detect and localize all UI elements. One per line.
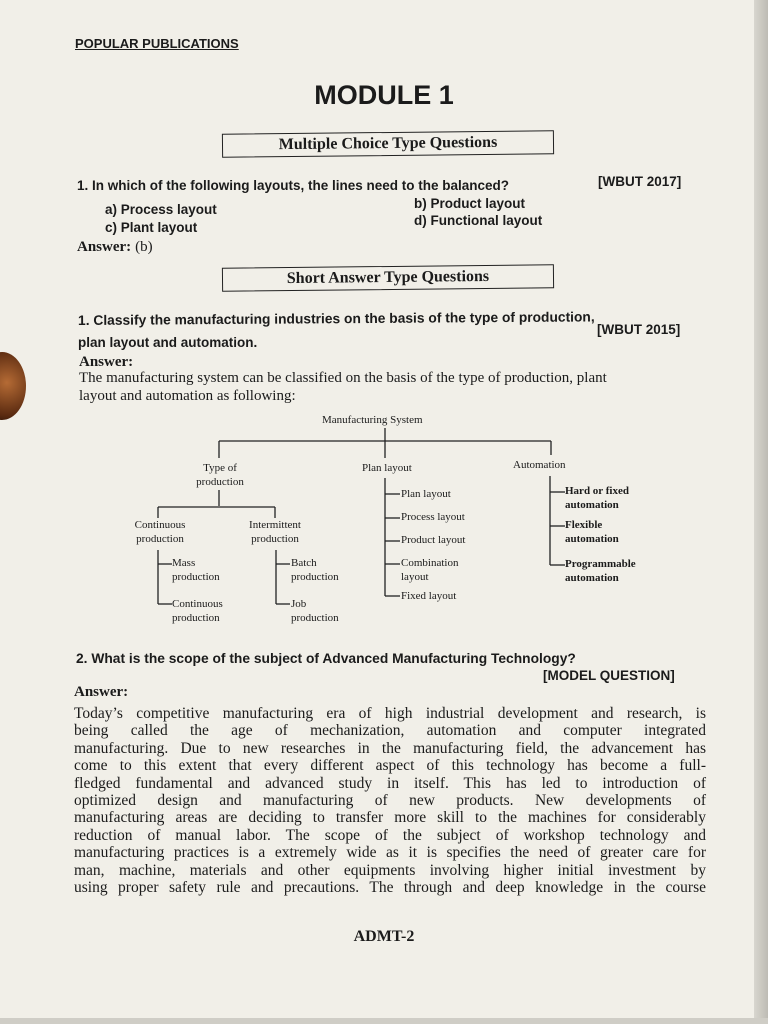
answer-line: manufacturing. Due to new researches in the manufacturing field, the advancement has (74, 739, 706, 757)
answer-line: Today’s competitive manufacturing era of high industrial development and research, is (74, 705, 706, 722)
mcq-tag: [WBUT 2017] (598, 174, 682, 189)
diagram-layout-fixed: Fixed layout (401, 590, 457, 602)
diagram-combination-line2: layout (401, 571, 429, 583)
diagram-batch-line1: Batch (291, 557, 317, 569)
diagram-auto-hard (565, 484, 629, 512)
mcq-option-d: d) Functional layout (414, 213, 543, 228)
diagram-hard-line1: Hard or fixed (565, 485, 629, 497)
diagram-programmable-line1: Programmable (565, 558, 636, 570)
diagram-continuous-production (120, 518, 200, 546)
page-footer: ADMT-2 (353, 928, 415, 945)
diagram-continuous-line1: Continuous (134, 519, 186, 531)
diagram-continuous-sub-line1: Continuous (172, 598, 223, 610)
saq-q1-intro-line1: The manufacturing system can be classified on the basis of the type of production, plant (79, 370, 607, 386)
diagram-automation: Automation (513, 459, 566, 471)
diagram-plan-layout: Plan layout (362, 462, 412, 474)
answer-line: fledged fundamental and advanced study in itself. This has led to introduction of (74, 774, 706, 792)
diagram-continuous-line2: production (136, 533, 184, 545)
answer-line: manufacturing areas are deciding to transfer more skill to the machines for considerably (74, 809, 706, 827)
mcq-option-a: a) Process layout (105, 202, 217, 217)
diagram-flexible-line1: Flexible (565, 519, 603, 531)
diagram-layout-process: Process layout (401, 511, 465, 523)
diagram-type-of-production (180, 461, 260, 489)
diagram-layout-plan: Plan layout (401, 488, 451, 500)
diagram-root: Manufacturing System (322, 414, 423, 426)
diagram-job-line2: production (291, 612, 339, 624)
diagram-combination-line1: Combination (401, 557, 459, 569)
diagram-auto-programmable (565, 557, 636, 585)
diagram-type-line2: production (196, 476, 244, 488)
saq-q1-line1: 1. Classify the manufacturing industries on the basis of the type of production, (77, 309, 595, 328)
saq-q2-tag: [MODEL QUESTION] (543, 668, 675, 683)
answer-line: come to this extent that every different aspect of this technology has become a full- (74, 757, 706, 775)
saq-q2-answer-label: Answer: (74, 684, 129, 700)
module-title: MODULE 1 (314, 80, 454, 110)
answer-line: man, machine, materials and other equipments involving higher initial investment by (74, 861, 706, 879)
diagram-job-production (291, 597, 339, 625)
answer-line: optimized design and manufacturing of new products. New developments of (74, 792, 706, 810)
diagram-programmable-line2: automation (565, 572, 619, 584)
diagram-flexible-line2: automation (565, 533, 619, 545)
mcq-question: 1. In which of the following layouts, the lines need to the balanced? (77, 178, 510, 193)
saq-q1-tag: [WBUT 2015] (597, 322, 681, 337)
answer-line: manufacturing practices is a extremely wide as it is specifies the need of greater care for (74, 844, 706, 862)
diagram-layout-product: Product layout (401, 534, 466, 546)
diagram-continuous-sub (172, 597, 223, 625)
mcq-answer-label: Answer: (77, 239, 132, 255)
diagram-mass-line1: Mass (172, 557, 196, 569)
diagram-intermittent-line2: production (251, 533, 299, 545)
saq-q2-answer-body (74, 705, 706, 896)
diagram-mass-line2: production (172, 571, 220, 583)
saq-q1-intro-line2: layout and automation as following: (79, 388, 296, 404)
mcq-heading-box: Multiple Choice Type Questions (222, 130, 554, 157)
saq-heading-box: Short Answer Type Questions (222, 264, 554, 291)
mcq-option-c: c) Plant layout (105, 220, 198, 235)
diagram-batch-production (291, 556, 339, 584)
diagram-hard-line2: automation (565, 499, 619, 511)
diagram-type-line1: Type of (203, 462, 237, 474)
saq-q2-question: 2. What is the scope of the subject of Advanced Manufacturing Technology? (76, 651, 576, 666)
mcq-option-b: b) Product layout (414, 196, 525, 211)
answer-line: being called the age of mechanization, automation and computer integrated (74, 722, 706, 740)
answer-line: using proper safety rule and precautions. The through and deep knowledge in the course (74, 879, 706, 897)
diagram-batch-line2: production (291, 571, 339, 583)
answer-line: reduction of manual labor. The scope of the subject of workshop technology and (74, 826, 706, 844)
diagram-intermittent-production (235, 518, 315, 546)
diagram-mass-production (172, 556, 220, 584)
running-header: POPULAR PUBLICATIONS (75, 36, 239, 51)
saq-q1-line2: plan layout and automation. (78, 335, 258, 350)
mcq-answer-value: (b) (135, 239, 153, 255)
diagram-job-line1: Job (291, 598, 307, 610)
diagram-continuous-sub-line2: production (172, 612, 220, 624)
diagram-auto-flexible (565, 518, 619, 546)
saq-q1-answer-label: Answer: (79, 354, 134, 370)
diagram-intermittent-line1: Intermittent (249, 519, 301, 531)
diagram-layout-combination (401, 556, 458, 584)
